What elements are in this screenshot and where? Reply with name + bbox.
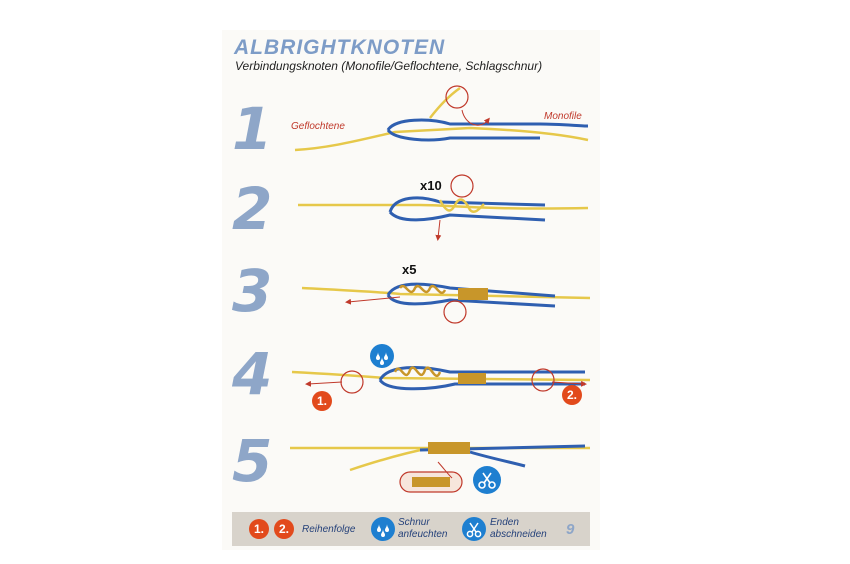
wrap-count-step-2: x10 xyxy=(420,178,442,193)
legend-trim-line2: abschneiden xyxy=(490,529,547,540)
step-2-drawing xyxy=(298,175,588,238)
step-number-3: 3 xyxy=(232,257,273,325)
legend-order-badge-2: 2. xyxy=(274,519,294,539)
order-badge-second: 2. xyxy=(562,385,582,405)
water-drops-icon xyxy=(370,344,394,368)
mono-line-label: Monofile xyxy=(544,111,582,122)
step-3-drawing xyxy=(302,284,590,323)
page-number: 9 xyxy=(566,521,575,538)
order-badge-first: 1. xyxy=(312,391,332,411)
legend-trim-line1: Enden xyxy=(490,517,519,528)
legend-water-drops-icon xyxy=(371,517,395,541)
step-number-1: 1 xyxy=(232,95,273,163)
legend-moisten-line1: Schnur xyxy=(398,517,430,528)
page-subtitle: Verbindungsknoten (Monofile/Geflochtene, Schlagschnur) xyxy=(235,59,543,73)
legend-scissors-icon xyxy=(462,517,486,541)
legend-moisten-line2: anfeuchten xyxy=(398,529,448,540)
legend-order-badge-1: 1. xyxy=(249,519,269,539)
legend-order-label: Reihenfolge xyxy=(302,524,356,535)
scissors-icon xyxy=(473,466,501,494)
step-5-drawing xyxy=(290,442,590,492)
braided-line-label: Geflochtene xyxy=(291,121,345,132)
step-number-2: 2 xyxy=(232,175,273,243)
step-number-4: 4 xyxy=(232,340,273,408)
page-title: ALBRIGHTKNOTEN xyxy=(234,36,446,59)
step-number-5: 5 xyxy=(232,427,273,495)
step-4-drawing xyxy=(292,367,590,393)
wrap-count-step-3: x5 xyxy=(402,262,417,277)
